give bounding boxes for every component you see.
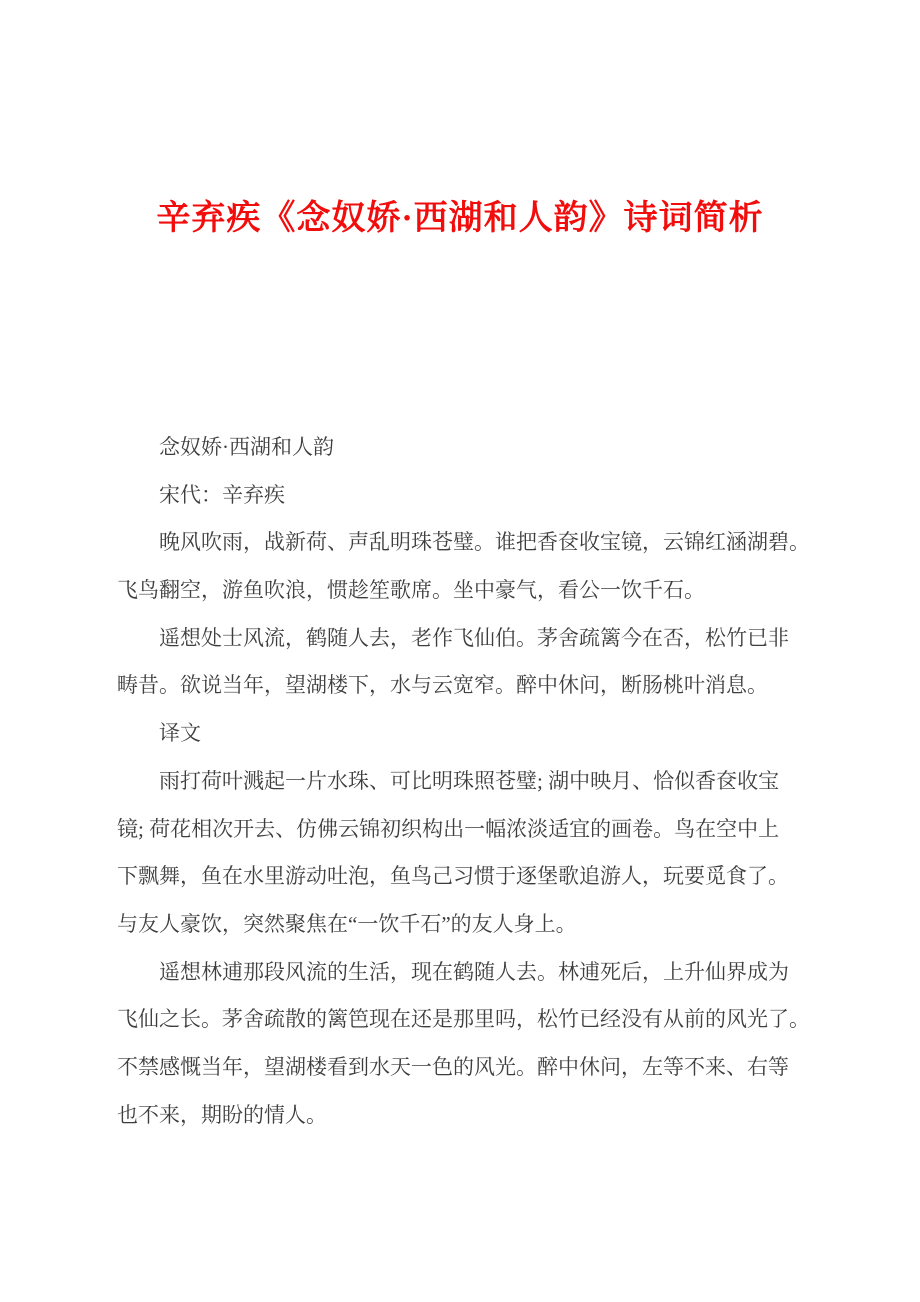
body-line bbox=[117, 758, 817, 806]
line-text: 念奴娇·西湖和人韵 bbox=[159, 435, 334, 459]
line-text: 畴昔。欲说当年，望湖楼下，水与云宽窄。醉中休问，断肠桃叶消息。 bbox=[117, 673, 768, 698]
line-text: 译文 bbox=[159, 721, 201, 746]
line-text: 晚风吹雨，战新荷、声乱明珠苍璧。谁把香奁收宝镜，云锦红涵湖碧。 bbox=[159, 530, 810, 555]
body-line bbox=[117, 662, 817, 710]
body-line bbox=[117, 519, 817, 567]
body-line bbox=[117, 901, 817, 949]
body-line bbox=[117, 1092, 817, 1140]
line-text: 也不来，期盼的情人。 bbox=[117, 1102, 327, 1127]
line-text: 不禁感慨当年，望湖楼看到水天一色的风光。醉中休问，左等不来、右等 bbox=[117, 1054, 789, 1079]
body-line bbox=[117, 567, 817, 615]
document-body bbox=[117, 424, 817, 1139]
body-line bbox=[117, 424, 817, 472]
body-line bbox=[117, 472, 817, 520]
body-line bbox=[117, 806, 817, 854]
line-text: 飞仙之长。茅舍疏散的篱笆现在还是那里吗，松竹已经没有从前的风光了。 bbox=[117, 1007, 810, 1032]
body-line bbox=[117, 710, 817, 758]
line-text: 宋代：辛弃疾 bbox=[159, 482, 285, 507]
body-line bbox=[117, 615, 817, 663]
line-text: 飞鸟翻空，游鱼吹浪，惯趁笙歌席。坐中豪气，看公一饮千石。 bbox=[117, 578, 705, 603]
line-text: 雨打荷叶溅起一片水珠、可比明珠照苍璧; 湖中映月、恰似香奁收宝 bbox=[159, 768, 780, 793]
line-text: 镜; 荷花相次开去、仿佛云锦初织构出一幅浓淡适宜的画卷。鸟在空中上 bbox=[117, 816, 780, 841]
body-line bbox=[117, 1044, 817, 1092]
body-line bbox=[117, 949, 817, 997]
line-text: 与友人豪饮，突然聚焦在“一饮千石”的友人身上。 bbox=[117, 911, 577, 936]
line-text: 遥想处士风流，鹤随人去，老作飞仙伯。茅舍疏篱今在否，松竹已非 bbox=[159, 625, 789, 650]
line-text: 下飘舞，鱼在水里游动吐泡，鱼鸟己习惯于逐堡歌追游人，玩要觅食了。 bbox=[117, 864, 789, 889]
body-line bbox=[117, 853, 817, 901]
page-title: 辛弃疾《念奴娇·西湖和人韵》诗词简析 bbox=[156, 200, 764, 237]
line-text: 遥想林逋那段风流的生活，现在鹤随人去。林逋死后，上升仙界成为 bbox=[159, 959, 789, 984]
body-line bbox=[117, 996, 817, 1044]
